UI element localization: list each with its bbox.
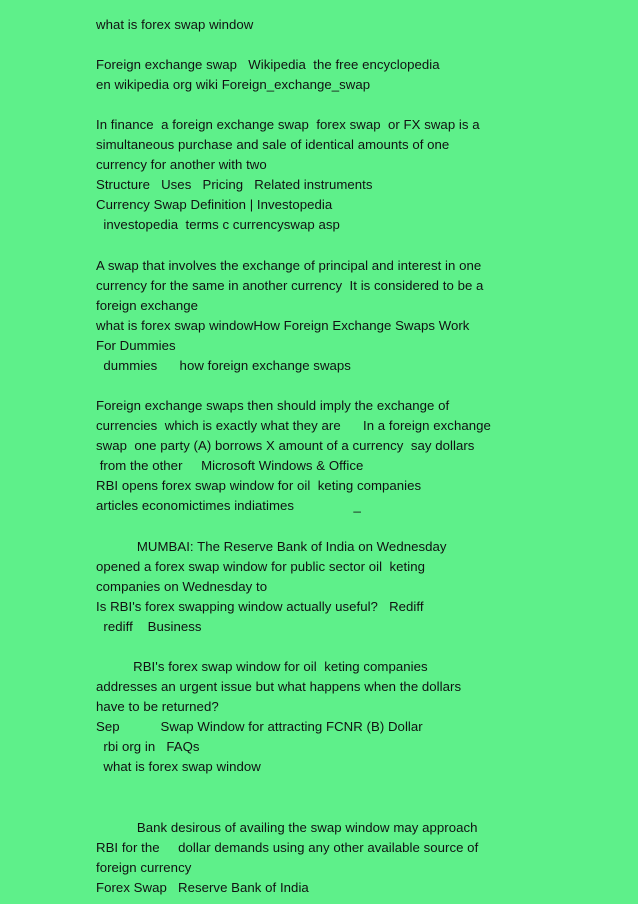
text-line: what is forex swap window [96,759,261,774]
text-line: currency for another with two [96,157,267,172]
text-line: currency for the same in another currency It is considered to be a [96,278,484,293]
text-line: Foreign exchange swap Wikipedia the free encyclopedia [96,57,440,72]
text-line: A swap that involves the exchange of principal and interest in one [96,258,482,273]
text-line: For Dummies [96,338,176,353]
text-line: what is forex swap window [96,17,254,32]
text-line: opened a forex swap window for public sector oil keting [96,559,426,574]
text-line: Foreign exchange swaps then should imply the exchange of [96,398,450,413]
text-line: what is forex swap windowHow Foreign Exchange Swaps Work [96,318,470,333]
text-line: Forex Swap Reserve Bank of India [96,880,309,895]
text-line: currencies which is exactly what they are In a foreign exchange [96,418,491,433]
text-line: rediff Business [96,619,202,634]
text-line: Is RBI's forex swapping window actually useful? Rediff [96,599,424,614]
text-line: Sep Swap Window for attracting FCNR (B) Dollar [96,719,423,734]
text-line: In finance a foreign exchange swap forex swap or FX swap is a [96,117,480,132]
text-line: MUMBAI: The Reserve Bank of India on Wednesday [96,539,447,554]
text-line: have to be returned? [96,699,219,714]
text-line: articles economictimes indiatimes _ [96,498,361,513]
text-line: RBI opens forex swap window for oil keting companies [96,478,422,493]
text-line: Currency Swap Definition | Investopedia [96,197,333,212]
text-line: swap one party (A) borrows X amount of a currency say dollars [96,438,475,453]
text-line: Bank desirous of availing the swap window may approach [96,820,478,835]
text-line: RBI's forex swap window for oil keting companies [96,659,428,674]
text-line: rbi org in FAQs [96,739,200,754]
text-line: foreign currency [96,860,192,875]
text-line: companies on Wednesday to [96,579,268,594]
text-line: dummies how foreign exchange swaps [96,358,351,373]
text-line: RBI for the dollar demands using any other available source of [96,840,479,855]
text-line: from the other Microsoft Windows & Office [96,458,364,473]
text-line: Structure Uses Pricing Related instruments [96,177,373,192]
text-line: foreign exchange [96,298,198,313]
text-line: addresses an urgent issue but what happens when the dollars [96,679,462,694]
text-line: investopedia terms c currencyswap asp [96,217,340,232]
text-line: simultaneous purchase and sale of identical amounts of one [96,137,450,152]
text-line: en wikipedia org wiki Foreign_exchange_swap [96,77,371,92]
